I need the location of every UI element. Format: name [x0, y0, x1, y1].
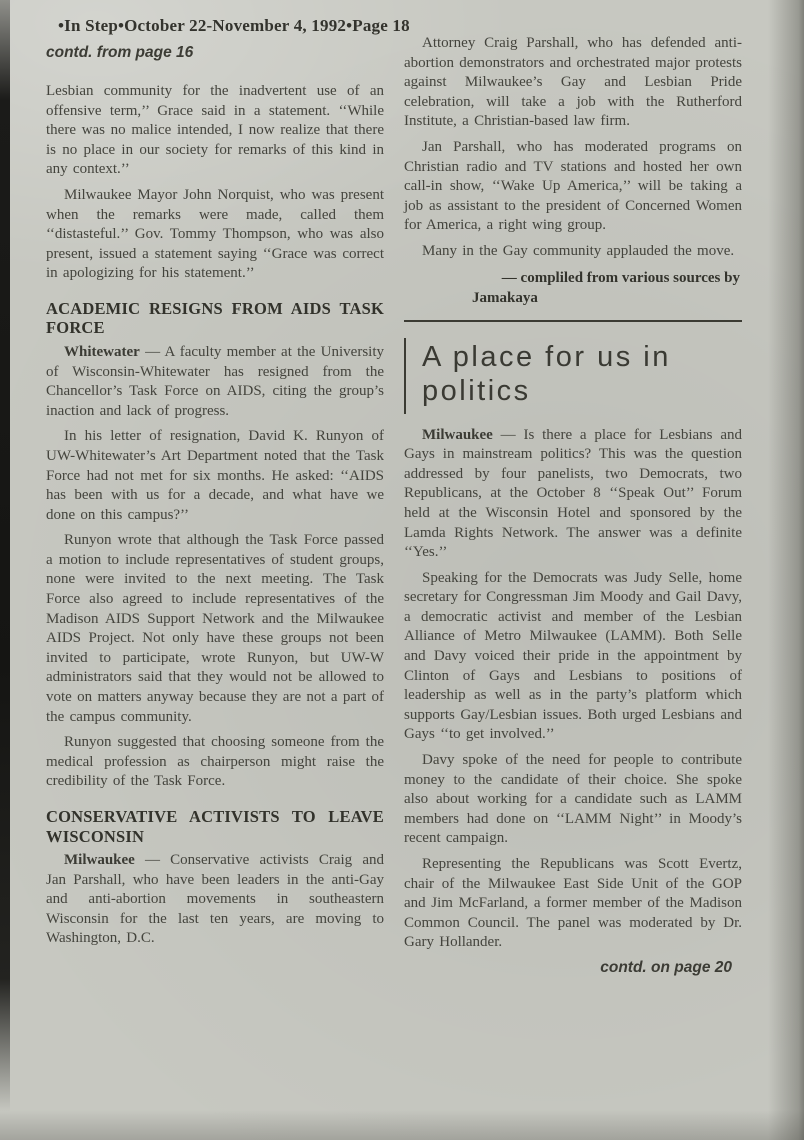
article-body [404, 426, 742, 977]
dateline-milwaukee: Milwaukee [422, 426, 493, 443]
paragraph-norquist-thompson: Milwaukee Mayor John Norquist, who was present when the remarks were made, called them ‘‘distasteful.’’ Gov. Tommy Thompson, who was also present, issued a statement saying ‘‘Grace was correct in apologizing for his statement.’’ [46, 186, 384, 282]
paragraph-community-applauded: Many in the Gay community applauded the move. [422, 242, 735, 259]
paragraph-text: — Conservative activists Craig and Jan Parshall, who have been leaders in the anti-Gay and anti-abortion movements in southeastern Wisconsin for the last ten years, are moving to Washington, D.C. [46, 852, 384, 947]
section-heading-conservative-activists: CONSERVATIVE ACTIVISTS TO LEAVE WISCONSIN [46, 807, 384, 846]
paragraph-republicans-panelists: Representing the Republicans was Scott Evertz, chair of the Milwaukee East Side Unit of the GOP and Jim McFarland, a former member of the Madison Common Council. The panel was moderated by Dr. Gary Hollander. [404, 856, 742, 951]
scan-edge-shadow-left [0, 0, 10, 1112]
right-column [404, 34, 742, 977]
dateline-whitewater: Whitewater [64, 343, 140, 360]
paragraph-craig-parshall-job: Attorney Craig Parshall, who has defended anti-abortion demonstrators and orchestrated major protests against Milwaukee’s Gay and Lesbian Pride celebration, will take a job with the Rutherford Institute, a Christian-based law firm. [404, 35, 742, 130]
paragraph-speak-out-forum [404, 426, 742, 563]
paragraph-democrats-panelists: Speaking for the Democrats was Judy Selle, home secretary for Congressman Jim Moody and Gail Davy, a democratic activist and member of the Lesbian Alliance of Metro Milwaukee (LAMM). Both Selle and Davy voiced their pride in the appointment by Clinton of Gays and Lesbians to positions of leadership as well as in the party’s platform which supports Gay/Lesbian issues. Both urged Lesbians and Gays ‘‘to get involved.’’ [404, 569, 742, 743]
paragraph-runyon-suggestion: Runyon suggested that choosing someone from the medical profession as chairperson might raise the credibility of the Task Force. [46, 734, 384, 790]
paragraph-davy-contributions: Davy spoke of the need for people to contribute money to the candidate of their choice. She spoke also about working for a candidate such as LAMM members had done on ‘‘LAMM Night’’ in Moody’s recent campaign. [404, 752, 742, 847]
article-headline: A place for us in politics [422, 340, 671, 407]
continued-from-notice: contd. from page 16 [46, 44, 194, 61]
scan-edge-shadow-right [768, 0, 804, 1140]
dateline-milwaukee: Milwaukee [64, 852, 135, 868]
compiled-byline [404, 268, 742, 308]
paragraph-grace-statement: Lesbian community for the inadvertent use of an offensive term,’’ Grace said in a statement. ‘‘While there was no malice intended, I now realize that there is no place in our society for remarks of this kind in any context.’’ [46, 83, 384, 178]
byline-credit-line: — compliled from various sources by [501, 269, 740, 286]
paragraph-text: — Is there a place for Lesbians and Gays in mainstream politics? This was the question addressed by four panelists, two Democrats, two Republicans, at the October 8 ‘‘Speak Out’’ Forum held at the Wisconsin Hotel and sponsored by the Lamda Rights Network. The answer was a definite ‘‘Yes.’’ [404, 426, 742, 561]
paragraph-whitewater [46, 343, 384, 421]
paragraph-task-force-details: Runyon wrote that although the Task Force passed a motion to include representatives of student groups, none were invited to the next meeting. The Task Force also agreed to include representatives of the Madison AIDS Support Network and the Milwaukee AIDS Project. Not only have these groups not been invited to participate, wrote Runyon, but UW-W administrators said that they would not be allowed to vote on matters anyway because they are not a part of the campus community. [46, 532, 384, 725]
continued-on-notice: contd. on page 20 [600, 958, 732, 976]
scan-edge-shadow-bottom [0, 1110, 804, 1140]
paragraph-runyon-letter: In his letter of resignation, David K. Runyon of UW-Whitewater’s Art Department noted that the Task Force had not met for six months. He asked: ‘‘AIDS has been with us for a decade, and what have we done on this campus?’’ [46, 428, 384, 523]
paragraph-jan-parshall-job: Jan Parshall, who has moderated programs on Christian radio and TV stations and hosted her own call-in show, ‘‘Wake Up America,’’ will be taking a job as assistant to the president of Concerned Women for America, a right wing group. [404, 138, 742, 234]
page-masthead: •In Step•October 22-November 4, 1992•Page 18 [58, 16, 410, 35]
article-divider-rule [404, 320, 742, 322]
left-column [46, 44, 384, 955]
byline-author: Jamakaya [472, 289, 538, 306]
paragraph-parshalls-moving [46, 851, 384, 949]
section-heading-academic-resigns: ACADEMIC RESIGNS FROM AIDS TASK FORCE [46, 298, 384, 338]
article-headline-block [404, 338, 742, 414]
paragraph-text: — A faculty member at the University of Wisconsin-Whitewater has resigned from the Chancellor’s Task Force on AIDS, citing the group’s inaction and lack of progress. [46, 343, 385, 419]
